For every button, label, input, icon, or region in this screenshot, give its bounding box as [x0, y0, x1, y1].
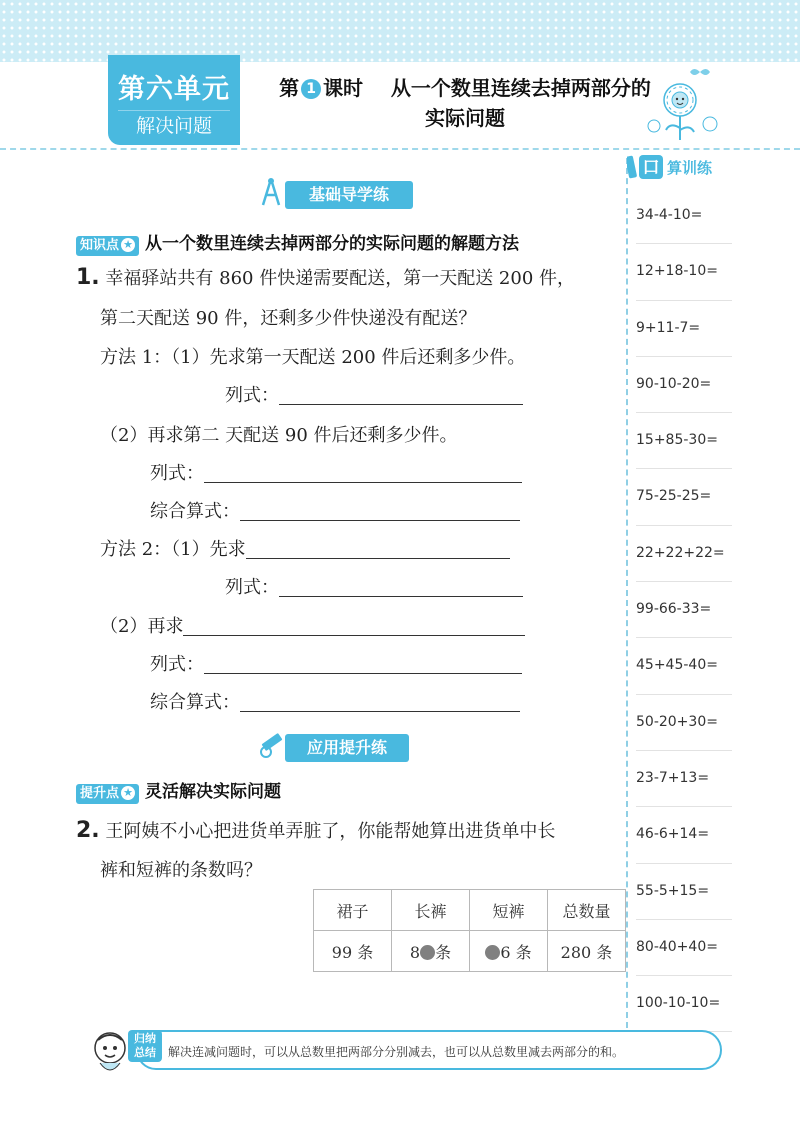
calc-item: 55-5+15=	[636, 864, 732, 920]
unit-title: 第六单元	[118, 74, 230, 105]
m2-combined	[150, 688, 520, 714]
ink-blot-icon	[420, 945, 435, 960]
calc-item: 12+18-10=	[636, 244, 732, 300]
mental-calc-badge-text: 算训练	[667, 159, 713, 177]
summary-box	[136, 1030, 722, 1070]
m2-step2	[100, 612, 525, 638]
long-pants-count	[392, 931, 470, 972]
calc-item: 80-40+40=	[636, 920, 732, 976]
table-row	[314, 931, 626, 972]
m2-formula2	[150, 650, 522, 676]
knowledge-point	[76, 229, 519, 256]
table-header-cell: 短裤	[470, 890, 548, 931]
lesson-suffix: 课时	[323, 76, 364, 100]
section-banner-advanced	[285, 734, 409, 762]
q2-text-line2: 裤和短裤的条数吗？	[100, 860, 262, 881]
mental-calc-list	[636, 188, 732, 1032]
unit-subtitle: 解决问题	[118, 110, 230, 141]
m2-formula1	[225, 573, 523, 599]
calc-item: 22+22+22=	[636, 526, 732, 582]
formula-label: 列式：	[150, 463, 204, 484]
answer-line[interactable]	[246, 538, 510, 559]
m1-step1: 方法 1：（1）先求第一天配送 200 件后还剩多少件。	[100, 347, 526, 368]
flower-decoration-icon	[640, 62, 730, 142]
calc-item: 50-20+30=	[636, 695, 732, 751]
lesson-title	[255, 73, 675, 133]
calc-item: 15+85-30=	[636, 413, 732, 469]
m2-step1-text: 方法 2：（1）先求	[100, 539, 246, 560]
knowledge-point-tag-label: 知识点	[80, 238, 120, 253]
answer-line[interactable]	[183, 615, 525, 636]
ruler-icon	[259, 730, 283, 760]
answer-line[interactable]	[204, 462, 522, 483]
combined-label: 综合算式：	[150, 501, 240, 522]
calc-item: 100-10-10=	[636, 976, 732, 1032]
table-header-cell: 裙子	[314, 890, 392, 931]
answer-line[interactable]	[279, 384, 523, 405]
star-icon: ★	[121, 238, 135, 252]
table-header-row	[314, 890, 626, 931]
summary-text: 解决连减问题时，可以从总数里把两部分分别减去，也可以从总数里减去两部分的和。	[168, 1045, 625, 1059]
m1-combined	[150, 497, 520, 523]
purchase-table	[313, 889, 626, 972]
star-icon: ★	[121, 786, 135, 800]
improvement-point-tag-label: 提升点	[80, 786, 120, 801]
long-pants-prefix: 8	[409, 942, 421, 962]
right-column-separator	[626, 158, 628, 1028]
knowledge-point-tag	[76, 236, 139, 256]
answer-line[interactable]	[240, 691, 520, 712]
q2-number: 2.	[76, 818, 100, 843]
lesson-number: 1	[301, 79, 321, 99]
q2-text-line1: 王阿姨不小心把进货单弄脏了，你能帮她算出进货单中长	[105, 821, 556, 842]
section-banner-basic-label: 基础导学练	[308, 185, 389, 204]
summary-badge	[128, 1030, 162, 1062]
q2-line1	[76, 817, 555, 843]
skirt-count: 99 条	[314, 931, 392, 972]
formula-label: 列式：	[150, 654, 204, 675]
m1-step2: （2）再求第二 天配送 90 件后还剩多少件。	[100, 425, 458, 446]
shorts-suffix: 6 条	[500, 942, 532, 962]
combined-label: 综合算式：	[150, 692, 240, 713]
mascot-icon	[88, 1030, 132, 1076]
section-banner-advanced-label: 应用提升练	[306, 738, 387, 757]
calc-item: 90-10-20=	[636, 357, 732, 413]
m2-step1	[100, 535, 510, 561]
knowledge-point-text: 从一个数里连续去掉两部分的实际问题的解题方法	[145, 234, 520, 254]
calc-item: 9+11-7=	[636, 301, 732, 357]
header-divider	[0, 148, 800, 150]
section-banner-basic	[285, 181, 413, 209]
improvement-point-text: 灵活解决实际问题	[145, 782, 282, 802]
mental-calc-badge	[627, 154, 737, 180]
q1-text-line2: 第二天配送 90 件，还剩多少件快递没有配送？	[100, 308, 477, 329]
lesson-title-line2: 实际问题	[425, 106, 505, 130]
m1-formula2	[150, 459, 522, 485]
answer-line[interactable]	[204, 653, 522, 674]
calc-item: 45+45-40=	[636, 638, 732, 694]
mental-calc-badge-box: 口	[642, 158, 660, 178]
shorts-count	[470, 931, 548, 972]
unit-label-box	[108, 55, 240, 145]
improvement-point-tag	[76, 784, 139, 804]
summary-badge-line1: 归纳	[134, 1032, 156, 1045]
calc-item: 99-66-33=	[636, 582, 732, 638]
m2-step2-text: （2）再求	[100, 616, 184, 637]
calc-item: 46-6+14=	[636, 807, 732, 863]
formula-label: 列式：	[225, 577, 279, 598]
calc-item: 34-4-10=	[636, 188, 732, 244]
ink-blot-icon	[485, 945, 500, 960]
q1-text-line1: 幸福驿站共有 860 件快递需要配送，第一天配送 200 件，	[105, 268, 576, 289]
summary-badge-line2: 总结	[134, 1046, 156, 1059]
q1-line1	[76, 264, 575, 290]
improvement-point	[76, 777, 281, 804]
answer-line[interactable]	[240, 500, 520, 521]
table-header-cell: 总数量	[548, 890, 626, 931]
q1-number: 1.	[76, 265, 100, 290]
calc-item: 75-25-25=	[636, 469, 732, 525]
formula-label: 列式：	[225, 385, 279, 406]
lesson-prefix: 第	[279, 76, 300, 100]
long-pants-suffix: 条	[435, 942, 452, 962]
answer-line[interactable]	[279, 576, 523, 597]
calc-item: 23-7+13=	[636, 751, 732, 807]
compass-icon	[259, 177, 283, 207]
total-count: 280 条	[548, 931, 626, 972]
table-header-cell: 长裤	[392, 890, 470, 931]
m1-formula1	[225, 381, 523, 407]
lesson-title-line1: 从一个数里连续去掉两部分的	[390, 76, 651, 100]
